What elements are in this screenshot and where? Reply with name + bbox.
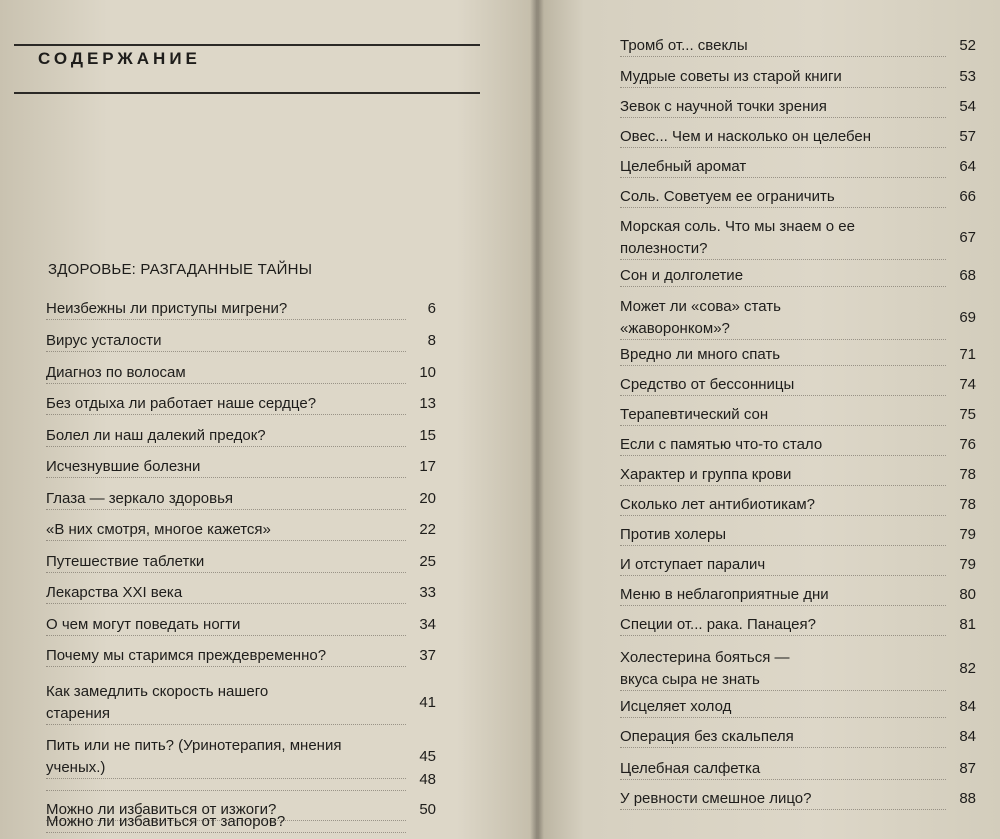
right-page — [538, 0, 1000, 839]
toc-entry — [620, 726, 976, 748]
toc-entry-title — [620, 296, 781, 340]
toc-entry — [620, 614, 976, 636]
toc-entry-title — [620, 788, 811, 810]
toc-entry-title — [620, 434, 822, 456]
toc-entry-title-line: Овес... Чем и насколько он целебен — [620, 128, 872, 145]
leader-dots — [46, 445, 406, 447]
leader-dots — [620, 746, 946, 748]
toc-entry-title-line: Если с памятью что-то стало — [620, 436, 823, 453]
leader-dots — [46, 350, 406, 352]
leader-dots — [46, 539, 406, 541]
toc-entry-page: 53 — [959, 68, 976, 85]
toc-entry — [46, 298, 436, 320]
toc-entry-title — [620, 404, 768, 426]
toc-entry — [620, 296, 976, 340]
toc-entry-title-line: Лекарства XXI века — [46, 584, 183, 601]
toc-entry-title-line: Мудрые советы из старой книги — [620, 68, 842, 85]
toc-entry-title-line: Холестерина бояться — — [620, 649, 790, 666]
leader-dots — [620, 206, 946, 208]
toc-entry-title — [46, 425, 266, 447]
toc-entry-title — [46, 298, 287, 320]
top-rule — [14, 44, 480, 46]
toc-entry-page: 88 — [959, 790, 976, 807]
toc-entry — [620, 494, 976, 516]
toc-entry — [46, 811, 436, 833]
toc-entry-page: 76 — [959, 436, 976, 453]
toc-entry-title — [46, 393, 316, 415]
leader-dots — [620, 484, 946, 486]
toc-entry-page: 68 — [959, 267, 976, 284]
leader-dots — [620, 808, 946, 810]
leader-dots — [46, 318, 406, 320]
toc-entry — [46, 769, 436, 791]
toc-entry-title-line: У ревности смешное лицо? — [620, 790, 812, 807]
toc-entry-title — [620, 35, 748, 57]
toc-entry — [46, 456, 436, 478]
toc-entry-page: 79 — [959, 526, 976, 543]
toc-entry — [620, 186, 976, 208]
toc-entry-page: 41 — [419, 694, 436, 711]
toc-entry-page: 17 — [419, 458, 436, 475]
toc-entry-title — [46, 362, 186, 384]
toc-entry — [620, 265, 976, 287]
toc-entry-page: 10 — [419, 364, 436, 381]
toc-entry-title-line: Тромб от... свеклы — [620, 37, 748, 54]
leader-dots — [620, 689, 946, 691]
toc-entry — [46, 614, 436, 636]
toc-entry-title-line: Морская соль. Что мы знаем о ее — [620, 218, 855, 235]
toc-entry-title-line: Исцеляет холод — [620, 698, 732, 715]
toc-entry-title-line: «жаворонком»? — [620, 320, 730, 337]
toc-entry — [620, 344, 976, 366]
toc-entry-title-line: Почему мы старимся преждевременно? — [46, 647, 327, 664]
toc-entry-page: 37 — [419, 647, 436, 664]
toc-entry — [620, 647, 976, 691]
toc-entry-page: 67 — [959, 229, 976, 246]
toc-entry-title — [46, 681, 268, 725]
leader-dots — [620, 116, 946, 118]
toc-entry — [620, 758, 976, 780]
toc-entry-title — [620, 494, 815, 516]
toc-entry-page: 69 — [959, 309, 976, 326]
toc-entry-page: 6 — [427, 300, 436, 317]
section-title: ЗДОРОВЬЕ: РАЗГАДАННЫЕ ТАЙНЫ — [48, 261, 313, 278]
toc-entry — [46, 582, 436, 604]
leader-dots — [46, 665, 406, 667]
toc-entry-title-line: Сон и долголетие — [620, 267, 744, 284]
toc-entry-title — [620, 216, 855, 260]
toc-entry-title — [620, 647, 790, 691]
toc-entry-title — [46, 582, 182, 604]
leader-dots — [46, 602, 406, 604]
toc-entry-title — [46, 811, 285, 833]
toc-entry — [620, 464, 976, 486]
toc-entry-page: 22 — [419, 521, 436, 538]
toc-entry-title-line: Целебный аромат — [620, 158, 747, 175]
toc-entry-title — [620, 186, 835, 208]
toc-entry-title-line: старения — [46, 705, 111, 722]
toc-entry-title — [46, 456, 200, 478]
leader-dots — [46, 634, 406, 636]
leader-dots — [620, 86, 946, 88]
toc-entry — [620, 66, 976, 88]
leader-dots — [620, 514, 946, 516]
toc-entry-title-line: вкуса сыра не знать — [620, 671, 760, 688]
toc-entry-page: 25 — [419, 553, 436, 570]
leader-dots — [46, 413, 406, 415]
toc-entry — [620, 96, 976, 118]
leader-dots — [620, 634, 946, 636]
toc-entry-title-line: Болел ли наш далекий предок? — [46, 427, 266, 444]
toc-entry-page: 13 — [419, 395, 436, 412]
toc-entry — [620, 216, 976, 260]
toc-entry-page: 52 — [959, 37, 976, 54]
toc-entry-title-line: Можно ли избавиться от запоров? — [46, 813, 286, 830]
toc-entry — [46, 330, 436, 352]
leader-dots — [620, 338, 946, 340]
toc-entry-title-line: Специи от... рака. Панацея? — [620, 616, 816, 633]
toc-entry-title — [620, 126, 871, 148]
toc-entry-title — [620, 156, 746, 178]
toc-entry-page: 54 — [959, 98, 976, 115]
toc-entry — [46, 681, 436, 725]
toc-entry-title-line: Можно ли избавиться от изжоги? — [46, 801, 277, 818]
leader-dots — [620, 574, 946, 576]
leader-dots — [620, 778, 946, 780]
toc-entry-title-line: Характер и группа крови — [620, 466, 792, 483]
toc-entry-title — [620, 265, 743, 287]
toc-entry-title — [620, 758, 760, 780]
toc-entry-title-line: Терапевтический сон — [620, 406, 769, 423]
leader-dots — [620, 55, 946, 57]
leader-dots — [46, 382, 406, 384]
toc-entry — [620, 374, 976, 396]
toc-entry-page: 34 — [419, 616, 436, 633]
leader-dots — [46, 476, 406, 478]
toc-entry-title — [620, 584, 829, 606]
toc-entry — [620, 35, 976, 57]
toc-entry-page: 87 — [959, 760, 976, 777]
toc-entry-page: 48 — [419, 771, 436, 788]
toc-entry — [46, 488, 436, 510]
toc-entry-title-line: О чем могут поведать ногти — [46, 616, 241, 633]
leader-dots — [620, 544, 946, 546]
toc-heading: СОДЕРЖАНИЕ — [38, 49, 201, 68]
toc-entry-title — [46, 519, 271, 541]
leader-dots — [46, 571, 406, 573]
leader-dots — [620, 454, 946, 456]
leader-dots — [46, 831, 406, 833]
toc-entry — [620, 554, 976, 576]
leader-dots — [46, 508, 406, 510]
toc-entry — [620, 126, 976, 148]
toc-entry-page: 74 — [959, 376, 976, 393]
toc-entry-title-line: полезности? — [620, 240, 708, 257]
toc-entry-title — [620, 344, 780, 366]
toc-entry-title-line: Вредно ли много спать — [620, 346, 781, 363]
leader-dots — [620, 394, 946, 396]
toc-entry-title-line: И отступает паралич — [620, 556, 766, 573]
leader-dots — [46, 723, 406, 725]
toc-entry-title-line: Соль. Советуем ее ограничить — [620, 188, 835, 205]
toc-entry-title-line: Средство от бессонницы — [620, 376, 795, 393]
toc-entry — [46, 551, 436, 573]
toc-entry — [620, 524, 976, 546]
toc-entry-page: 80 — [959, 586, 976, 603]
book-spine — [530, 0, 544, 839]
toc-entry-title-line: Против холеры — [620, 526, 727, 543]
toc-entry-page: 33 — [419, 584, 436, 601]
toc-entry-title — [620, 726, 794, 748]
toc-entry-title — [620, 464, 791, 486]
toc-entry-page: 84 — [959, 728, 976, 745]
toc-entry-title — [620, 96, 827, 118]
leader-dots — [620, 424, 946, 426]
toc-entry-title — [620, 696, 731, 718]
toc-entry-page: 78 — [959, 466, 976, 483]
toc-entry — [620, 788, 976, 810]
toc-entry-title-line: Может ли «сова» стать — [620, 298, 781, 315]
toc-entry-title — [46, 614, 240, 636]
toc-entry-page: 64 — [959, 158, 976, 175]
toc-entry-title-line: Неизбежны ли приступы мигрени? — [46, 300, 288, 317]
toc-entry — [46, 645, 436, 667]
toc-entry-title-line: Диагноз по волосам — [46, 364, 186, 381]
toc-entry-title — [620, 554, 765, 576]
toc-entry-page: 79 — [959, 556, 976, 573]
toc-entry-title-line: Пить или не пить? (Уринотерапия, мнения — [46, 737, 342, 754]
toc-entry-page: 81 — [959, 616, 976, 633]
toc-entry-title-line: Вирус усталости — [46, 332, 162, 349]
toc-entry-title-line: Глаза — зеркало здоровья — [46, 490, 234, 507]
toc-entry-title — [620, 524, 726, 546]
toc-entry-page: 8 — [427, 332, 436, 349]
toc-entry — [620, 404, 976, 426]
toc-entry — [620, 696, 976, 718]
toc-entry-title-line: Меню в неблагоприятные дни — [620, 586, 829, 603]
toc-entry-title — [620, 66, 842, 88]
toc-entry — [620, 156, 976, 178]
toc-entry — [46, 519, 436, 541]
toc-entry-page: 66 — [959, 188, 976, 205]
toc-entry-page: 71 — [959, 346, 976, 363]
leader-dots — [46, 789, 406, 791]
toc-entry-title-line: Операция без скальпеля — [620, 728, 794, 745]
toc-entry — [46, 393, 436, 415]
leader-dots — [620, 258, 946, 260]
toc-entry-title-line: ученых.) — [46, 759, 106, 776]
toc-entry-page: 84 — [959, 698, 976, 715]
toc-entry-page: 57 — [959, 128, 976, 145]
toc-entry-title — [46, 645, 326, 667]
toc-entry — [620, 434, 976, 456]
toc-entry-title-line: Зевок с научной точки зрения — [620, 98, 827, 115]
toc-entry-title — [620, 614, 816, 636]
toc-entry — [620, 584, 976, 606]
toc-entry-title-line: «В них смотря, многое кажется» — [46, 521, 271, 538]
toc-entry — [46, 362, 436, 384]
toc-entry-page: 78 — [959, 496, 976, 513]
leader-dots — [620, 604, 946, 606]
toc-entry-title-line: Сколько лет антибиотикам? — [620, 496, 816, 513]
leader-dots — [620, 146, 946, 148]
toc-entry-title-line: Исчезнувшие болезни — [46, 458, 201, 475]
toc-entry-page: 75 — [959, 406, 976, 423]
toc-entry-page: 20 — [419, 490, 436, 507]
toc-entry-title — [620, 374, 794, 396]
toc-entry-title — [46, 488, 233, 510]
toc-entry-title-line: Путешествие таблетки — [46, 553, 205, 570]
toc-entry-page: 45 — [419, 748, 436, 765]
toc-entry-title-line: Целебная салфетка — [620, 760, 761, 777]
toc-entry-page: 50 — [419, 801, 436, 818]
toc-entry-title — [46, 551, 204, 573]
leader-dots — [620, 285, 946, 287]
toc-entry-title — [46, 330, 161, 352]
leader-dots — [620, 176, 946, 178]
leader-dots — [620, 716, 946, 718]
toc-entry-title-line: Без отдыха ли работает наше сердце? — [46, 395, 317, 412]
leader-dots — [620, 364, 946, 366]
toc-entry-title-line: Как замедлить скорость нашего — [46, 683, 269, 700]
toc-entry-page: 15 — [419, 427, 436, 444]
bottom-rule — [14, 92, 480, 94]
toc-entry-page: 82 — [959, 660, 976, 677]
toc-entry — [46, 425, 436, 447]
